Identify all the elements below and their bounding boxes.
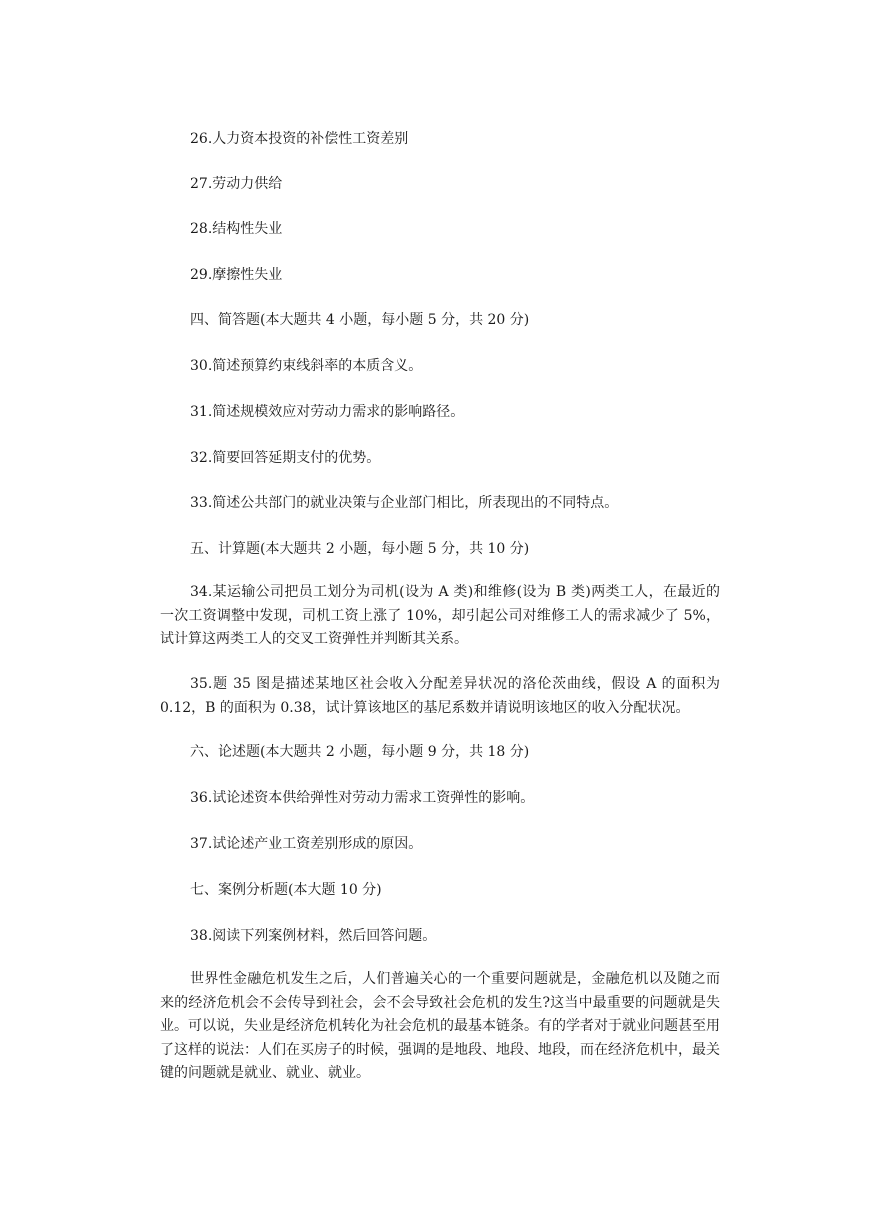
section-heading-7: 七、案例分析题(本大题 10 分) (190, 882, 382, 898)
item-31: 31.简述规模效应对劳动力需求的影响路径。 (190, 404, 465, 420)
section-heading-6: 六、论述题(本大题共 2 小题，每小题 9 分，共 18 分) (190, 744, 530, 760)
item-27: 27.劳动力供给 (190, 176, 283, 192)
item-26: 26.人力资本投资的补偿性工资差别 (190, 131, 409, 147)
item-35: 35.题 35 图是描述某地区社会收入分配差异状况的洛伦茨曲线，假设 A 的面积为 0.12，B 的面积为 0.38，试计算该地区的基尼系数并请说明该地区的收入分配状况。 (160, 676, 720, 716)
item-29: 29.摩擦性失业 (190, 267, 283, 283)
item-32: 32.简要回答延期支付的优势。 (190, 450, 381, 466)
item-30: 30.简述预算约束线斜率的本质含义。 (190, 358, 423, 374)
case-material: 世界性金融危机发生之后，人们普遍关心的一个重要问题就是，金融危机以及随之而来的经济危机会不会传导到社会，会不会导致社会危机的发生?这当中最重要的问题就是失业。可以说，失业是经济危机转化为社会危机的最基本链条。有的学者对于就业问题甚至用了这样的说法：人们在买房子的时候，强调的是地段、地段、地段，而在经济危机中，最关键的问题就是就业、就业、就业。 (160, 971, 720, 1081)
item-37: 37.试论述产业工资差别形成的原因。 (190, 836, 423, 852)
section-heading-5: 五、计算题(本大题共 2 小题，每小题 5 分，共 10 分) (190, 541, 530, 557)
item-33: 33.简述公共部门的就业决策与企业部门相比，所表现出的不同特点。 (190, 495, 619, 511)
item-38: 38.阅读下列案例材料，然后回答问题。 (190, 928, 437, 944)
section-heading-4: 四、简答题(本大题共 4 小题，每小题 5 分，共 20 分) (190, 312, 530, 328)
item-28: 28.结构性失业 (190, 221, 283, 237)
item-36: 36.试论述资本供给弹性对劳动力需求工资弹性的影响。 (190, 790, 535, 806)
item-34: 34.某运输公司把员工划分为司机(设为 A 类)和维修(设为 B 类)两类工人，在最近的一次工资调整中发现，司机工资上涨了 10%，却引起公司对维修工人的需求减少了 5%，试计算这两类工人的交叉工资弹性并判断其关系。 (160, 584, 720, 647)
